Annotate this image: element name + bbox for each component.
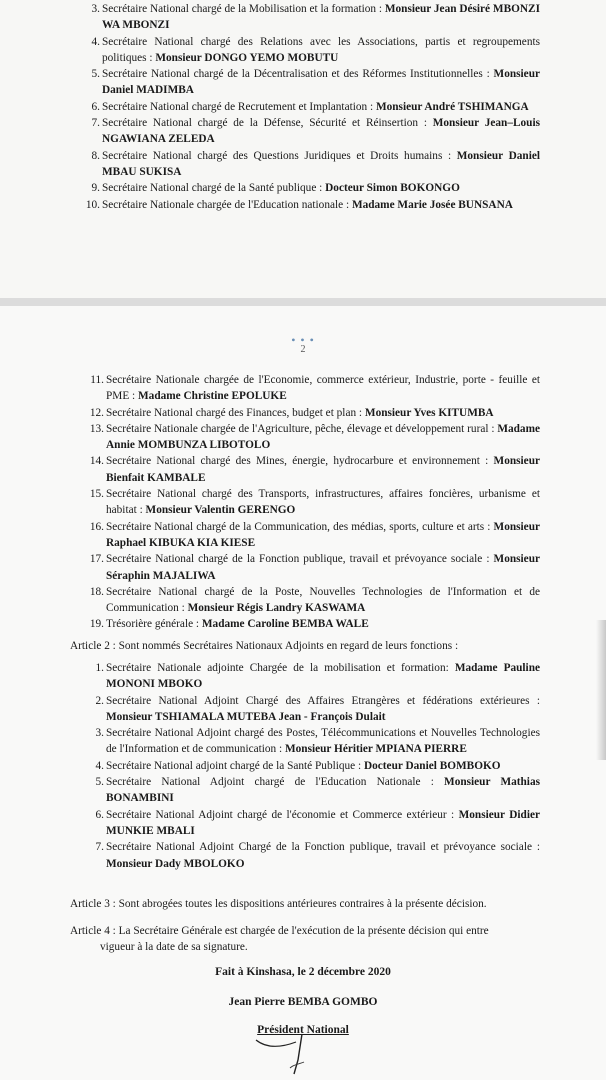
list-item: 1. Secrétaire Nationale adjointe Chargée de la mobilisation et formation: Madame Pauline MONONI MBOKO [95, 662, 540, 691]
article-3: Article 3 : Sont abrogées toutes les dispositions antérieures contraires à la présente décision. [70, 898, 487, 910]
list-item: 4. Secrétaire National chargé des Relations avec les Associations, partis et regroupements politiques : Monsieur DONGO YEMO MOBUTU [91, 35, 540, 64]
list-item: 2. Secrétaire National Adjoint Chargé des Affaires Etrangères et fédérations extérieures : Monsieur TSHIAMALA MUTEBA Jean - François Dulait [95, 694, 540, 723]
secretaries-list-part-2 [84, 372, 540, 633]
list-item: 10. Secrétaire Nationale chargée de l'Education nationale : Madame Marie Josée BUNSANA [85, 198, 513, 211]
list-item: 7. Secrétaire National Adjoint Chargé de la Fonction publique, travail et prévoyance sociale : Monsieur Dady MBOLOKO [95, 841, 540, 870]
place-and-date: Fait à Kinshasa, le 2 décembre 2020 [215, 966, 391, 978]
list-item: 8. Secrétaire National chargé des Questions Juridiques et Droits humains : Monsieur Daniel MBAU SUKISA [91, 149, 540, 178]
handwritten-signature-icon [250, 1018, 330, 1078]
article-2-heading: Article 2 : Sont nommés Secrétaires Nationaux Adjoints en regard de leurs fonctions : [70, 640, 459, 652]
list-item: 18. Secrétaire National chargé de la Poste, Nouvelles Technologies de l'Information et de Communication : Monsieur Régis Landry KASWAMA [89, 585, 540, 615]
list-item: 3. Secrétaire National Adjoint chargé des Postes, Télécommunications et Nouvelles Technologies de l'Information et de communication : Monsieur Héritier MPIANA PIERRE [95, 727, 540, 756]
list-item: 15. Secrétaire National chargé des Transports, infrastructures, affaires foncières, urbanisme et habitat : Monsieur Valentin GERENGO [89, 488, 540, 517]
list-item: 4. Secrétaire National adjoint chargé de la Santé Publique : Docteur Daniel BOMBOKO [95, 759, 501, 772]
dots-ornament-icon: • • • [291, 333, 315, 347]
list-item: 13. Secrétaire Nationale chargée de l'Agriculture, pêche, élevage et développement rural : Madame Annie MOMBUNZA LIBOTOLO [89, 422, 540, 452]
list-item: 12. Secrétaire National chargé des Finances, budget et plan : Monsieur Yves KITUMBA [89, 406, 494, 419]
list-item: 14. Secrétaire National chargé des Mines, énergie, hydrocarbure et environnement : Monsieur Bienfait KAMBALE [89, 455, 540, 484]
adjoints-list [84, 660, 540, 872]
document-page-2 [0, 306, 606, 1080]
list-item: 5. Secrétaire National Adjoint chargé de l'Education Nationale : Monsieur Mathias BONAMBINI [95, 776, 540, 805]
signatory-name: Jean Pierre BEMBA GOMBO [228, 996, 378, 1008]
list-item: 6. Secrétaire National chargé de Recrutement et Implantation : Monsieur André TSHIMANGA [91, 100, 529, 113]
list-item: 5. Secrétaire National chargé de la Décentralisation et des Réformes Institutionnelles : Monsieur Daniel MADIMBA [91, 68, 540, 97]
list-item: 3. Secrétaire National chargé de la Mobilisation et la formation : Monsieur Jean Désiré MBONZI WA MBONZI [91, 3, 540, 32]
list-item: 16. Secrétaire National chargé de la Communication, des médias, sports, culture et arts : Monsieur Raphael KIBUKA KIA KIESE [89, 520, 540, 549]
list-item: 9. Secrétaire National chargé de la Santé publique : Docteur Simon BOKONGO [91, 182, 460, 195]
page-number: • • • 2 [0, 336, 606, 355]
list-item: 11. Secrétaire Nationale chargée de l'Economie, commerce extérieur, Industrie, porte - feuille et PME : Madame Christine EPOLUKE [90, 374, 540, 403]
list-item: 19. Trésorière générale : Madame Caroline BEMBA WALE [89, 618, 369, 631]
signatory-title: Président National [257, 1024, 349, 1036]
secretaries-list-part-1 [80, 1, 540, 213]
list-item: 7. Secrétaire National chargé de la Défense, Sécurité et Réinsertion : Monsieur Jean–Louis NGAWIANA ZELEDA [91, 117, 540, 146]
page-edge-shadow [596, 620, 606, 760]
article-4: Article 4 : La Secrétaire Générale est chargée de l'exécution de la présente décision qui entre vigueur à la date de sa signature. [70, 925, 489, 954]
document-page-1 [0, 0, 606, 298]
list-item: 17. Secrétaire National chargé de la Fonction publique, travail et prévoyance sociale : Monsieur Séraphin MAJALIWA [89, 553, 540, 582]
list-item: 6. Secrétaire National Adjoint chargé de l'économie et Commerce extérieur : Monsieur Didier MUNKIE MBALI [95, 808, 540, 837]
